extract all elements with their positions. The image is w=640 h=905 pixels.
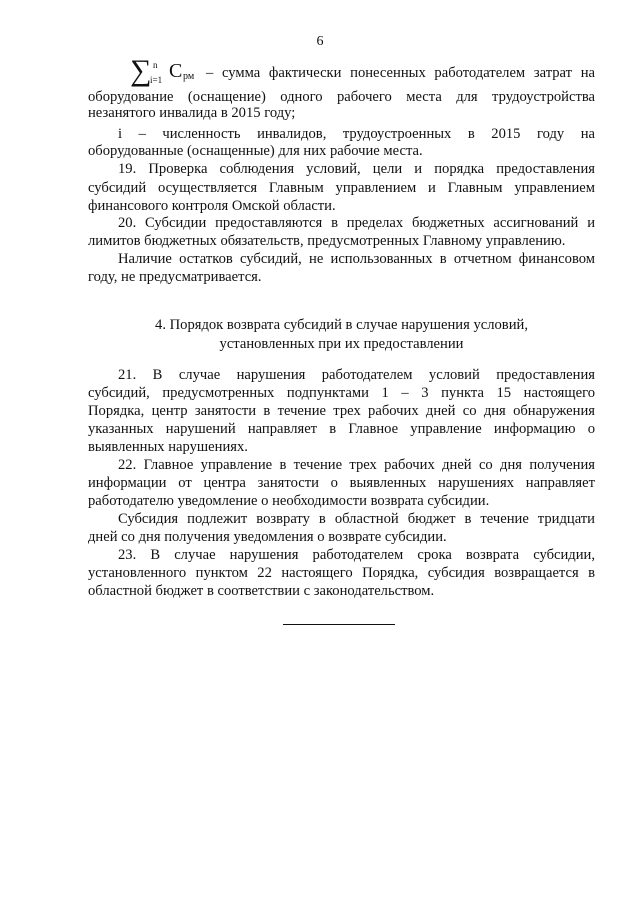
sum-upper-limit: n bbox=[153, 60, 158, 70]
text-line: областной бюджет в соответствии с законодательством. bbox=[88, 583, 435, 599]
text-line: указанных нарушений направляет в Главное управление информацию о bbox=[88, 421, 595, 437]
text-line: i – численность инвалидов, трудоустроенных в 2015 году на bbox=[118, 126, 595, 142]
paragraph-23-line: 23. В случае нарушения работодателем срока возврата субсидии, bbox=[118, 547, 595, 563]
text-line: дней со дня получения уведомления о возврате субсидии. bbox=[88, 529, 447, 545]
text-line: работодателю уведомление о необходимости возврата субсидии. bbox=[88, 493, 490, 509]
text-line: Субсидия подлежит возврату в областной бюджет в течение тридцати bbox=[118, 511, 595, 527]
text-line: субсидий осуществляется Главным управлением и Главным управлением bbox=[88, 180, 595, 196]
text-line: субсидий, предусмотренных подпунктами 1 – 3 пункта 15 настоящего bbox=[88, 385, 595, 401]
text-line: Порядка, центр занятости в течение трех рабочих дней со дня обнаружения bbox=[88, 403, 595, 419]
text-line: лимитов бюджетных обязательств, предусмотренных Главному управлению. bbox=[88, 233, 566, 249]
text-line: незанятого инвалида в 2015 году; bbox=[88, 105, 296, 121]
sum-symbol: ∑ bbox=[130, 54, 152, 87]
text-line: установленного пунктом 22 настоящего Порядка, субсидия возвращается в bbox=[88, 565, 595, 581]
text-line: оборудованные (оснащенные) для них рабочие места. bbox=[88, 143, 423, 159]
closing-rule bbox=[283, 624, 395, 625]
paragraph-22-line: 22. Главное управление в течение трех рабочих дней со дня получения bbox=[118, 457, 595, 473]
paragraph-20-line: 20. Субсидии предоставляются в пределах бюджетных ассигнований и bbox=[118, 215, 595, 231]
sum-lower-limit: i=1 bbox=[150, 75, 163, 85]
sum-formula bbox=[130, 54, 210, 87]
formula-variable: С bbox=[169, 60, 183, 82]
text-line: финансового контроля Омской области. bbox=[88, 198, 336, 214]
text-line: году, не предусматривается. bbox=[88, 269, 262, 285]
text-line: информации от центра занятости о выявленных нарушениях направляет bbox=[88, 475, 595, 491]
section-heading-line-2: установленных при их предоставлении bbox=[219, 336, 464, 352]
text-line: выявленных нарушениях. bbox=[88, 439, 248, 455]
text-line: Наличие остатков субсидий, не использованных в отчетном финансовом bbox=[118, 251, 595, 267]
paragraph-19-line: 19. Проверка соблюдения условий, цели и порядка предоставления bbox=[118, 161, 595, 177]
text-line: оборудование (оснащение) одного рабочего места для трудоустройства bbox=[88, 89, 595, 105]
section-heading-line-1: 4. Порядок возврата субсидий в случае нарушения условий, bbox=[155, 317, 528, 333]
formula-description-line: – сумма фактически понесенных работодателем затрат на bbox=[206, 65, 595, 81]
paragraph-21-line: 21. В случае нарушения работодателем условий предоставления bbox=[118, 367, 595, 383]
formula-variable-subscript: рм bbox=[183, 71, 195, 82]
page-number: 6 bbox=[316, 34, 324, 49]
